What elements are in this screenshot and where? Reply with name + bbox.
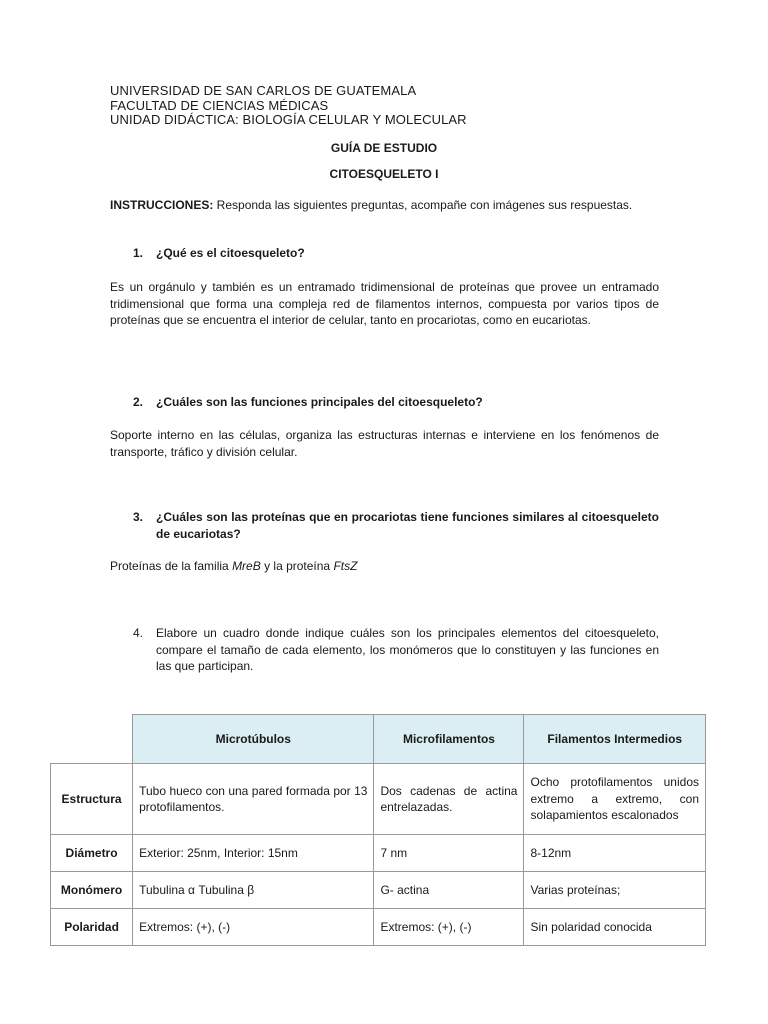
table-cell: Sin polaridad conocida <box>524 909 706 946</box>
table-header-row <box>51 715 706 764</box>
column-header: Microtúbulos <box>133 715 374 764</box>
document-header <box>110 84 467 128</box>
table-row <box>51 909 706 946</box>
protein-mreb: MreB <box>232 559 261 573</box>
answer-1: Es un orgánulo y también es un entramado tridimensional de proteínas que provee un entramado tridimensional que forma una compleja red de filamentos internos, compuesta por varios tipos de proteínas que se encuentra el interior de celular, tanto en procariotas, como en eucariotas. <box>110 280 659 327</box>
course-unit: UNIDAD DIDÁCTICA: BIOLOGÍA CELULAR Y MOLECULAR <box>110 112 467 127</box>
table-cell: Tubo hueco con una pared formada por 13 protofilamentos. <box>133 764 374 835</box>
instructions-paragraph <box>110 197 659 214</box>
question-number: 4. <box>133 626 144 640</box>
answer-text: Proteínas de la familia <box>110 559 233 573</box>
table-cell: Exterior: 25nm, Interior: 15nm <box>133 835 374 872</box>
question-text: ¿Cuáles son las proteínas que en procariotas tiene funciones similares al citoesqueleto de eucariotas? <box>156 510 659 541</box>
question-text: ¿Cuáles son las funciones principales del citoesqueleto? <box>156 395 483 409</box>
table-corner-cell <box>51 715 133 764</box>
column-header: Filamentos Intermedios <box>524 715 706 764</box>
instructions-label: INSTRUCCIONES: <box>110 198 214 212</box>
question-1 <box>133 245 659 262</box>
instructions-text: Responda las siguientes preguntas, acompañe con imágenes sus respuestas. <box>213 198 633 212</box>
answer-3 <box>110 558 659 575</box>
protein-ftsz: FtsZ <box>333 559 358 573</box>
table-row <box>51 835 706 872</box>
table-cell: 7 nm <box>374 835 524 872</box>
guide-title: GUÍA DE ESTUDIO <box>330 141 438 155</box>
table-cell: 8-12nm <box>524 835 706 872</box>
question-number: 3. <box>133 510 144 524</box>
question-3 <box>133 509 659 542</box>
faculty-name: FACULTAD DE CIENCIAS MÉDICAS <box>110 97 329 113</box>
answer-2: Soporte interno en las células, organiza las estructuras internas e interviene en los fenómenos de transporte, tráfico y división celular. <box>110 428 659 459</box>
row-header: Monómero <box>51 872 133 909</box>
row-header: Estructura <box>51 764 133 835</box>
table-cell: Extremos: (+), (-) <box>133 909 374 946</box>
table-cell: Tubulina α Tubulina β <box>133 872 374 909</box>
table-cell: Dos cadenas de actina entrelazadas. <box>374 764 524 835</box>
question-number: 2. <box>133 395 144 409</box>
question-2 <box>133 394 659 411</box>
question-text: Elabore un cuadro donde indique cuáles son los principales elementos del citoesqueleto, compare el tamaño de cada elemento, los monómeros que lo constituyen y las funciones en las que participan. <box>156 626 659 673</box>
table-cell: Extremos: (+), (-) <box>374 909 524 946</box>
cytoskeleton-comparison-table <box>50 714 706 946</box>
table-row <box>51 764 706 835</box>
question-text: ¿Qué es el citoesqueleto? <box>156 246 305 260</box>
question-number: 1. <box>133 246 144 260</box>
row-header: Diámetro <box>51 835 133 872</box>
university-name: UNIVERSIDAD DE SAN CARLOS DE GUATEMALA <box>110 83 417 98</box>
answer-text: y la proteína <box>260 559 334 573</box>
topic-title: CITOESQUELETO I <box>329 167 439 181</box>
column-header: Microfilamentos <box>374 715 524 764</box>
table-row <box>51 872 706 909</box>
row-header: Polaridad <box>51 909 133 946</box>
table-cell: G- actina <box>374 872 524 909</box>
table-cell: Varias proteínas; <box>524 872 706 909</box>
table-cell: Ocho protofilamentos unidos extremo a extremo, con solapamientos escalonados <box>524 764 706 835</box>
question-4 <box>133 625 659 675</box>
